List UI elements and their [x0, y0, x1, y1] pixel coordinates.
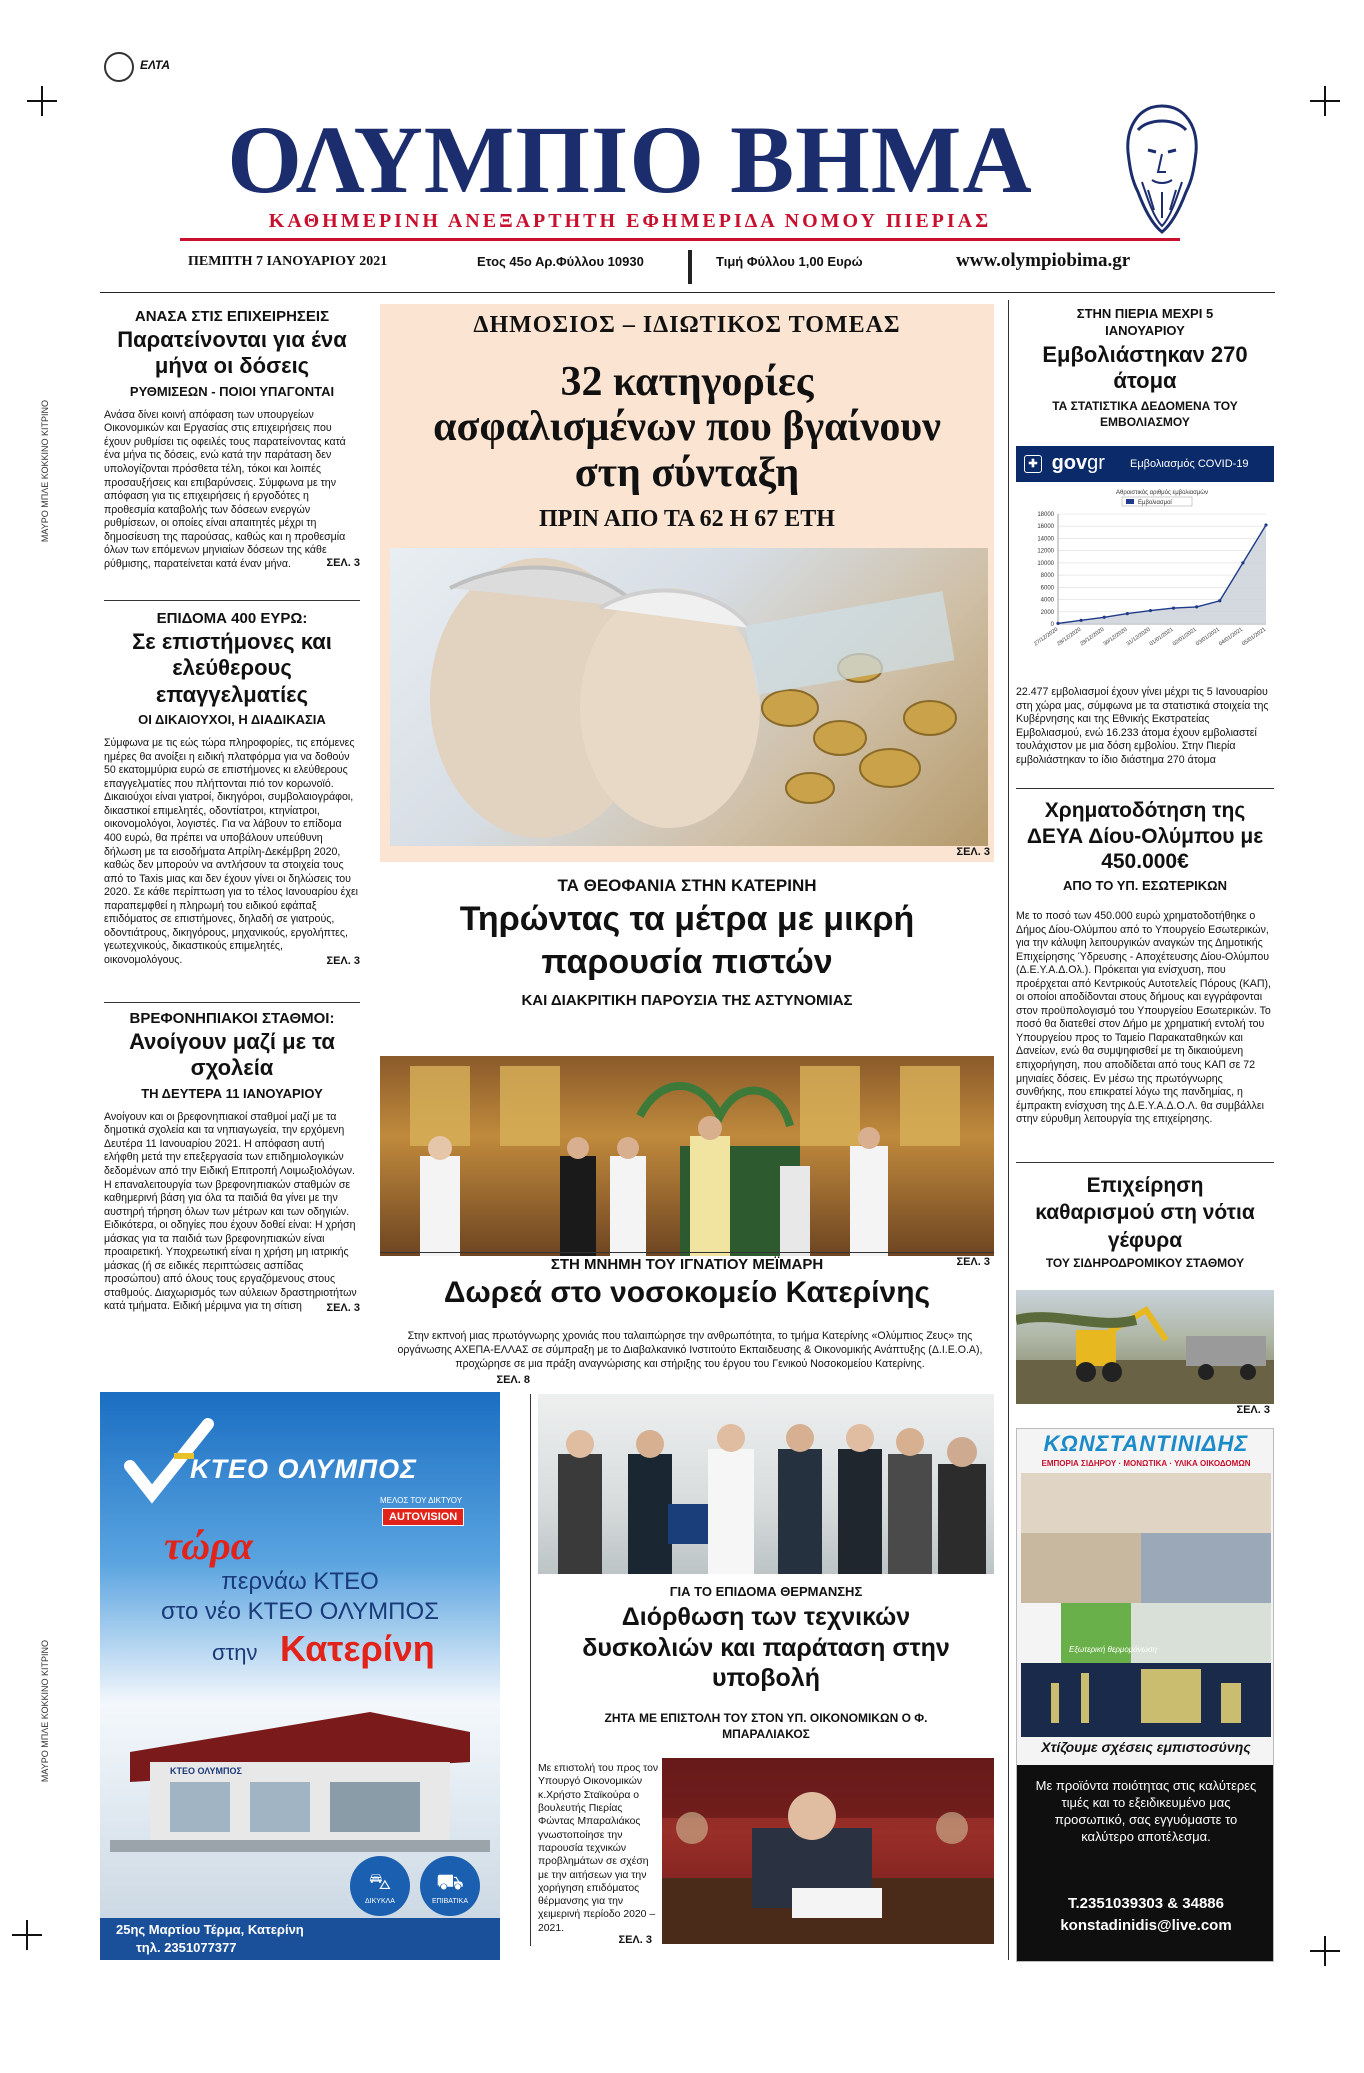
issue-date: ΠΕΜΠΤΗ 7 ΙΑΝΟΥΑΡΙΟΥ 2021: [188, 254, 388, 269]
crop-mark: [27, 86, 57, 116]
x-tick-label: 03/01/2021: [1194, 626, 1221, 648]
crop-mark: [1310, 86, 1340, 116]
vacc-kicker: ΣΤΗΝ ΠΙΕΡΙΑ ΜΕΧΡΙ 5 ΙΑΝΟΥΑΡΙΟΥ: [1076, 306, 1214, 338]
car-icon-label: ΕΠΙΒΑΤΙΚΑ: [431, 1898, 469, 1905]
kteo-brand: ΚΤΕΟ ΟΛΥΜΠΟΣ: [190, 1454, 418, 1484]
page-ref[interactable]: ΣΕΛ. 3: [326, 557, 360, 570]
motorcycle-icon-label: ΔΙΚΥΚΛΑ: [365, 1898, 395, 1905]
gefyra-subhead: ΤΟΥ ΣΙΔΗΡΟΔΡΟΜΙΚΟΥ ΣΤΑΘΜΟΥ: [1045, 1256, 1245, 1270]
zeus-logo: [1118, 100, 1206, 238]
lead-subhead: ΠΡΙΝ ΑΠΟ ΤΑ 62 Η 67 ΕΤΗ: [539, 506, 835, 532]
y-tick-label: 18000: [1037, 512, 1054, 518]
article-body: Ανάσα δίνει κοινή απόφαση των υπουργείων Οικονομικών και Εργασίας στις επιχειρήσεις που έχουν ρυθμίσει τις οφειλές τους παρατείνοντας κατά ένα μήνα τις δόσεις, ενώ κατά την παράταση δεν υπολογίζονται πρόσθετα τέλη, τόκοι και λοιπές προσαυξήσεις και επιβαρύνσεις. Σύμφωνα με την απόφαση για τις επιχειρήσεις ή εργοδότες η προθεσμία καταβολής των δόσεων ενεργών ρυθμίσεων, οι οποίες είναι απαιτητές μέχρι τη δημοσίευση της παρούσας, καθώς και η προθεσμία όλων των επόμενων μηνιαίων δόσεων της κάθε ρύθμισης, παρατείνεται κατά έναν μήνα.: [104, 408, 346, 570]
kteo-olympos-advertisement[interactable]: [100, 1392, 500, 1960]
headline[interactable]: Σε επιστήμονες και ελεύθερους επαγγελματίες: [132, 629, 332, 707]
thermansi-kicker: ΓΙΑ ΤΟ ΕΠΙΔΟΜΑ ΘΕΡΜΑΝΣΗΣ: [669, 1584, 863, 1599]
bridge-cleanup-photo: [1016, 1290, 1274, 1404]
kicker: ΑΝΑΣΑ ΣΤΙΣ ΕΠΙΧΕΙΡΗΣΕΙΣ: [134, 308, 330, 325]
x-tick-label: 05/01/2021: [1241, 626, 1268, 648]
konst-email[interactable]: konstadinidis@live.com: [1060, 1917, 1232, 1934]
y-tick-label: 6000: [1040, 585, 1054, 592]
y-tick-label: 2000: [1040, 609, 1054, 616]
deya-subhead: ΑΠΟ ΤΟ ΥΠ. ΕΣΩΤΕΡΙΚΩΝ: [1063, 878, 1227, 893]
x-tick-label: 04/01/2021: [1218, 626, 1245, 648]
article-left-3: [104, 1010, 360, 1314]
color-registration-mark: ΜΑΥΡΟ ΜΠΛΕ ΚΟΚΚΙΝΟ ΚΙΤΡΙΝΟ: [40, 1640, 50, 1783]
konst-phone[interactable]: T.2351039303 & 34886: [1068, 1895, 1224, 1912]
deya-body: Με το ποσό των 450.000 ευρώ χρηματοδοτήθηκε ο Δήμος Δίου-Ολύμπου από το Υπουργείο Εσωτερικών, για την κάλυψη λειτουργικών αναγκών της Δημοτικής Επιχείρησης Ύδρευσης - Αποχέτευσης Δίου-Ολύμπου (Δ.Ε.Υ.Α.Δ.Ολ.). Πρόκειται για ενίσχυση, που προέρχεται από Κεντρικούς Αυτοτελείς Πόρους (ΚΑΠ), οι οποίοι αποδίδονται στους δήμους και εγγράφονται στον προϋπολογισμό του Υπουργείου Εσωτερικών. Το ποσό θα διατεθεί στον Δήμο με χρηματική εντολή του Υπουργείου προς το Ταμείο Παρακαταθηκών και Δανείων, ενώ θα συμψηφισθεί με τη δικαιούμενη επιχορήγηση, που αποδίδεται από τους ΚΑΠ σε 72 μηνιαίες δόσεις. Εν μέσω της πρωτόγνωρης συνθήκης, που επικρατεί λόγω της πανδημίας, η έμπρακτη ενίσχυση της Δ.Ε.Υ.Α.Δ.Ο.Λ. θα συμβάλλει στην εύρυθμη λειτουργία της επιχείρησης.: [1016, 910, 1271, 1126]
hospital-donation-photo: [538, 1394, 994, 1574]
x-tick-label: 30/12/2020: [1102, 626, 1129, 648]
konst-subtitle: ΕΜΠΟΡΙΑ ΣΙΔΗΡΟΥ · ΜΟΝΩΤΙΚΑ · ΥΛΙΚΑ ΟΙΚΟΔΟΜΩΝ: [1041, 1459, 1251, 1468]
kteo-slogan-line3: στο νέο ΚΤΕΟ ΟΛΥΜΠΟΣ: [160, 1598, 439, 1625]
elta-logo: [104, 52, 134, 82]
data-point: [1103, 616, 1106, 619]
masthead-title: ΟΛΥΜΠΙΟ ΒΗΜΑ: [227, 106, 1033, 213]
y-tick-label: 4000: [1040, 597, 1054, 604]
legend-swatch: [1126, 499, 1134, 504]
crop-mark: [12, 1920, 42, 1950]
kteo-slogan-line4a: στην: [212, 1640, 258, 1665]
data-point: [1126, 612, 1129, 615]
govgr-banner-text: Εμβολιασμός COVID-19: [1130, 458, 1249, 470]
konst-brand: ΚΩΝΣΤΑΝΤΙΝΙΔΗΣ: [1043, 1431, 1249, 1456]
divider: [380, 1252, 994, 1253]
data-point: [1264, 523, 1267, 526]
dorea-headline[interactable]: Δωρεά στο νοσοκομείο Κατερίνης: [443, 1276, 931, 1309]
data-point: [1195, 605, 1198, 608]
vaccination-chart: [1016, 484, 1274, 684]
divider: [1016, 1162, 1274, 1163]
govgr-logo: [1024, 452, 1105, 475]
data-point: [1149, 609, 1152, 612]
issue-price: Τιμή Φύλλου 1,00 Ευρώ: [716, 254, 863, 269]
masthead-tagline: ΚΑΘΗΜΕΡΙΝΗ ΑΝΕΞΑΡΤΗΤΗ ΕΦΗΜΕΡΙΔΑ ΝΟΜΟΥ ΠΙΕΡΙΑΣ: [268, 210, 992, 232]
kteo-building-sign: ΚΤΕΟ ΟΛΥΜΠΟΣ: [170, 1766, 242, 1776]
church-ceremony-photo: [380, 1056, 994, 1256]
govgr-emblem-icon: ✚: [1024, 455, 1042, 473]
data-point: [1241, 561, 1244, 564]
theofania-headline[interactable]: Τηρώντας τα μέτρα με μικρή παρουσία πιστών: [459, 900, 915, 981]
vacc-body: 22.477 εμβολιασμοί έχουν γίνει μέχρι τις 5 Ιανουαρίου στη χώρα μας, σύμφωνα με τα στατιστικά στοιχεία της Κυβέρνησης και της Εθνικής Εκστρατείας Εμβολιασμού, ενώ 16.233 άτομα έχουν εμβολιαστεί τουλάχιστον με μια δόση εμβολίου. Στην Πιερία εμβολιάστηκαν το ίδιο διάστημα 270 άτομα: [1016, 686, 1269, 766]
lead-headline[interactable]: 32 κατηγορίες ασφαλισμένων που βγαίνουν στη σύνταξη: [433, 359, 941, 496]
konst-slogan: Χτίζουμε σχέσεις εμπιστοσύνης: [1041, 1739, 1251, 1755]
divider: [1016, 788, 1274, 789]
konst-text: Με προϊόντα ποιότητας στις καλύτερες τιμές και το εξειδικευμένο μας προσωπικό, σας εγγυόμαστε το καλύτερο αποτέλεσμα.: [1035, 1778, 1257, 1845]
autovision-badge: AUTOVISION: [382, 1508, 464, 1526]
kteo-phone[interactable]: τηλ. 2351077377: [136, 1940, 237, 1955]
motorcycle-icon: ⛍: [350, 1856, 410, 1916]
website-link[interactable]: www.olympiobima.gr: [956, 250, 1131, 271]
infobar-divider: [688, 250, 692, 284]
vacc-subhead: ΤΑ ΣΤΑΤΙΣΤΙΚΑ ΔΕΔΟΜΕΝΑ ΤΟΥ ΕΜΒΟΛΙΑΣΜΟΥ: [1052, 399, 1238, 430]
page-ref[interactable]: ΣΕΛ. 3: [326, 1301, 360, 1314]
kteo-member-label: ΜΕΛΟΣ ΤΟΥ ΔΙΚΤΥΟΥ: [380, 1496, 463, 1505]
headline[interactable]: Παρατείνονται για ένα μήνα οι δόσεις: [117, 327, 347, 379]
issue-number: Ετος 45ο Αρ.Φύλλου 10930: [477, 254, 644, 269]
column-divider: [1008, 300, 1009, 1960]
data-point: [1056, 622, 1059, 625]
data-point: [1172, 607, 1175, 610]
masthead-bottom-rule: [100, 292, 1275, 293]
x-tick-label: 27/12/2020: [1033, 626, 1060, 648]
y-tick-label: 8000: [1040, 573, 1054, 580]
data-point: [1080, 619, 1083, 622]
theofania-page-ref[interactable]: ΣΕΛ. 3: [956, 1256, 990, 1268]
dorea-body: Στην εκπνοή μιας πρωτόγνωρης χρονιάς που ταλαιπώρησε την ανθρωπότητα, το τμήμα Κατερίνης «Ολύμπιος Ζευς» της οργάνωσης ΑΧΕΠΑ-ΕΛΛΑΣ σε σύμπραξη με το Διαβαλκανικό Ινστιτούτο Εκπαιδευσης & Οικονομικής Ανάπτυξης (Δ.Ι.Ε.Ο.Α), προχώρησε σε μια πράξη αναγνώρισης και στήριξης του έργου του Γενικού Νοσοκομείου Κατερίνης.: [397, 1330, 983, 1370]
legend-label: Εμβολιασμοί: [1138, 500, 1172, 506]
x-tick-label: 02/01/2021: [1171, 626, 1198, 648]
kteo-slogan-now: τώρα: [164, 1523, 253, 1568]
color-registration-mark: ΜΑΥΡΟ ΜΠΛΕ ΚΟΚΚΙΝΟ ΚΙΤΡΙΝΟ: [40, 400, 50, 543]
data-point: [1218, 599, 1221, 602]
masthead-rule: [180, 238, 1180, 241]
article-left-2: [104, 610, 360, 967]
konst-photo-collage: [1021, 1473, 1271, 1737]
subhead: ΡΥΘΜΙΣΕΩΝ - ΠΟΙΟΙ ΥΠΑΓΟΝΤΑΙ: [129, 383, 335, 399]
vaccination-chart-svg: [1016, 484, 1274, 684]
column-divider: [530, 1394, 531, 1946]
theofania-subhead: ΚΑΙ ΔΙΑΚΡΙΤΙΚΗ ΠΑΡΟΥΣΙΑ ΤΗΣ ΑΣΤΥΝΟΜΙΑΣ: [521, 992, 853, 1009]
kicker: ΒΡΕΦΟΝΗΠΙΑΚΟΙ ΣΤΑΘΜΟΙ:: [129, 1010, 335, 1027]
lead-kicker: ΔΗΜΟΣΙΟΣ – ΙΔΙΩΤΙΚΟΣ ΤΟΜΕΑΣ: [473, 312, 901, 338]
headline[interactable]: Ανοίγουν μαζί με τα σχολεία: [129, 1029, 335, 1081]
chart-title: Αθροιστικός αριθμός εμβολιασμών: [1115, 490, 1209, 496]
deya-headline[interactable]: Χρηματοδότηση της ΔΕΥΑ Δίου-Ολύμπου με 450.000€: [1026, 799, 1264, 874]
y-tick-label: 16000: [1037, 524, 1054, 531]
thermansi-body: Με επιστολή του προς τον Υπουργό Οικονομικών κ.Χρήστο Σταϊκούρα ο βουλευτής Πιερίας Φώντας Μπαραλιάκος γνωστοποίησε την παρουσία τεχνικών προβλημάτων σε σχέση με την αιτήσεων για την χορήγηση επιδόματος θέρμανσης για την χειμερινή περίοδο 2020 – 2021.: [538, 1763, 659, 1934]
x-tick-label: 01/01/2021: [1148, 626, 1175, 648]
govgr-label: gov: [1051, 452, 1088, 474]
page-ref[interactable]: ΣΕΛ. 3: [326, 955, 360, 968]
car-icon: ⛟: [420, 1856, 480, 1916]
crop-mark: [1310, 1936, 1340, 1966]
y-tick-label: 10000: [1037, 560, 1054, 567]
subhead: ΤΗ ΔΕΥΤΕΡΑ 11 ΙΑΝΟΥΑΡΙΟΥ: [141, 1085, 323, 1101]
article-body: Ανοίγουν και οι βρεφονηπιακοί σταθμοί μαζί με τα δημοτικά σχολεία και τα νηπιαγωγεία, την ερχόμενη Δευτέρα 11 Ιανουαρίου 2021. Η απόφαση αυτή ελήφθη μετά την επεξεργασία των επιδημιολογικών δεδομένων από την Ειδική Επιτροπή Λοιμωξιολόγων. Η επαναλειτουργία των βρεφονηπιακών σταθμών σε καθημερινή βάση για όλα τα παιδιά θα γίνει με την αυστηρή τήρηση όλων των μέτρων και των οδηγιών. Ειδικότερα, οι οδηγίες που έχουν δοθεί είναι: Η χρήση μάσκας για τα παιδιά των βρεφονηπιακών είναι προαιρετική. Υποχρεωτική είναι η χρήση μη ιατρικής μάσκας (ή σε ειδικές περιπτώσεις ασπίδας προσώπου) από όλους τους εργαζόμενους στους σταθμούς. Διαχωρισμός των αύλειων δραστηριοτήτων κατά τμήματα. Ειδική μέριμνα για τη σίτιση: [104, 1110, 357, 1313]
elderly-couple-coins-photo: [390, 548, 988, 846]
dorea-kicker: ΣΤΗ ΜΝΗΜΗ ΤΟΥ ΙΓΝΑΤΙΟΥ ΜΕΪΜΑΡΗ: [550, 1256, 824, 1273]
subhead: ΟΙ ΔΙΚΑΙΟΥΧΟΙ, Η ΔΙΑΔΙΚΑΣΙΑ: [138, 712, 326, 728]
thermansi-subhead: ΖΗΤΑ ΜΕ ΕΠΙΣΤΟΛΗ ΤΟΥ ΣΤΟΝ ΥΠ. ΟΙΚΟΝΟΜΙΚΩΝ Ο Φ. ΜΠΑΡΑΛΙΑΚΟΣ: [604, 1711, 928, 1742]
y-tick-label: 12000: [1037, 548, 1054, 555]
x-tick-label: 28/12/2020: [1056, 626, 1083, 648]
konstantinidis-advertisement[interactable]: [1016, 1428, 1274, 1962]
y-tick-label: 0: [1050, 622, 1054, 628]
govgr-label-suffix: gr: [1087, 452, 1105, 474]
divider: [104, 1002, 360, 1003]
thermansi-headline[interactable]: Διόρθωση των τεχνικών δυσκολιών και παράταση στην υποβολή: [582, 1603, 950, 1692]
x-tick-label: 29/12/2020: [1079, 626, 1106, 648]
konst-panel-label: Εξωτερική θερμομόνωση: [1069, 1645, 1158, 1654]
article-body: Σύμφωνα με τις εώς τώρα πληροφορίες, τις επόμενες ημέρες θα ανοίξει η ειδική πλατφόρμα για να δοθούν 50 εκατομμύρια ευρώ σε επιστήμονες κι ελεύθερους επαγγελματίες που πλήττονται πιό τον κορωνοϊό. Δικαιούχοι είναι γιατροί, δικηγόροι, συμβολαιογράφοι, δικαστικοί επιμελητές, οδοντίατροι, κτηνίατροι, οικονομολόγοι, λογιστές. Για να λάβουν το επίδομα 400 ευρώ, θα πρέπει να υποβάλουν υπεύθυνη δήλωση με τα εισοδήματα Απρίλη-Δεκέμβρη 2020, καθώς δεν μπορούν να αντλήσουν τα στοιχεία τους από το Taxis μιας και δεν έχουν γίνει οι δηλώσεις του 2020. Σε κάθε περίπτωση για το τέλος Ιανουαρίου έχει παραπεμφθεί η πληρωμή του ειδικού εφάπαξ επιδόματος σε επιστήμονες, δηλαδή σε γιατρούς, οδοντιάτρους, δικηγόρους, μηχανικούς, εργολήπτες, γεωτεχνικούς, δικαστικούς επιμελητές, οικονομολόγους.: [104, 737, 359, 966]
thermansi-page-ref[interactable]: ΣΕΛ. 3: [618, 1934, 652, 1946]
x-tick-label: 31/12/2020: [1125, 626, 1152, 648]
y-tick-label: 14000: [1037, 536, 1054, 543]
kteo-slogan-line2: περνάω ΚΤΕΟ: [221, 1568, 379, 1595]
kteo-slogan-line4b: Κατερίνη: [280, 1628, 435, 1669]
baraliakos-parliament-photo: [662, 1758, 994, 1944]
gefyra-headline[interactable]: Επιχείρηση καθαρισμού στη νότια γέφυρα: [1035, 1174, 1255, 1252]
kteo-building-illustration: [110, 1692, 490, 1852]
kteo-address: 25ης Μαρτίου Τέρμα, Κατερίνη: [116, 1922, 304, 1937]
lead-page-ref[interactable]: ΣΕΛ. 3: [956, 846, 990, 858]
gefyra-page-ref[interactable]: ΣΕΛ. 3: [1236, 1404, 1270, 1416]
divider: [104, 600, 360, 601]
kicker: ΕΠΙΔΟΜΑ 400 ΕΥΡΩ:: [156, 610, 308, 627]
article-left-1: [104, 308, 360, 569]
vacc-headline[interactable]: Εμβολιάστηκαν 270 άτομα: [1042, 342, 1248, 394]
elta-label: ΕΛΤΑ: [140, 58, 171, 72]
theofania-kicker: ΤΑ ΘΕΟΦΑΝΙΑ ΣΤΗΝ ΚΑΤΕΡΙΝΗ: [557, 876, 817, 895]
dorea-page-ref[interactable]: ΣΕΛ. 8: [496, 1374, 530, 1386]
